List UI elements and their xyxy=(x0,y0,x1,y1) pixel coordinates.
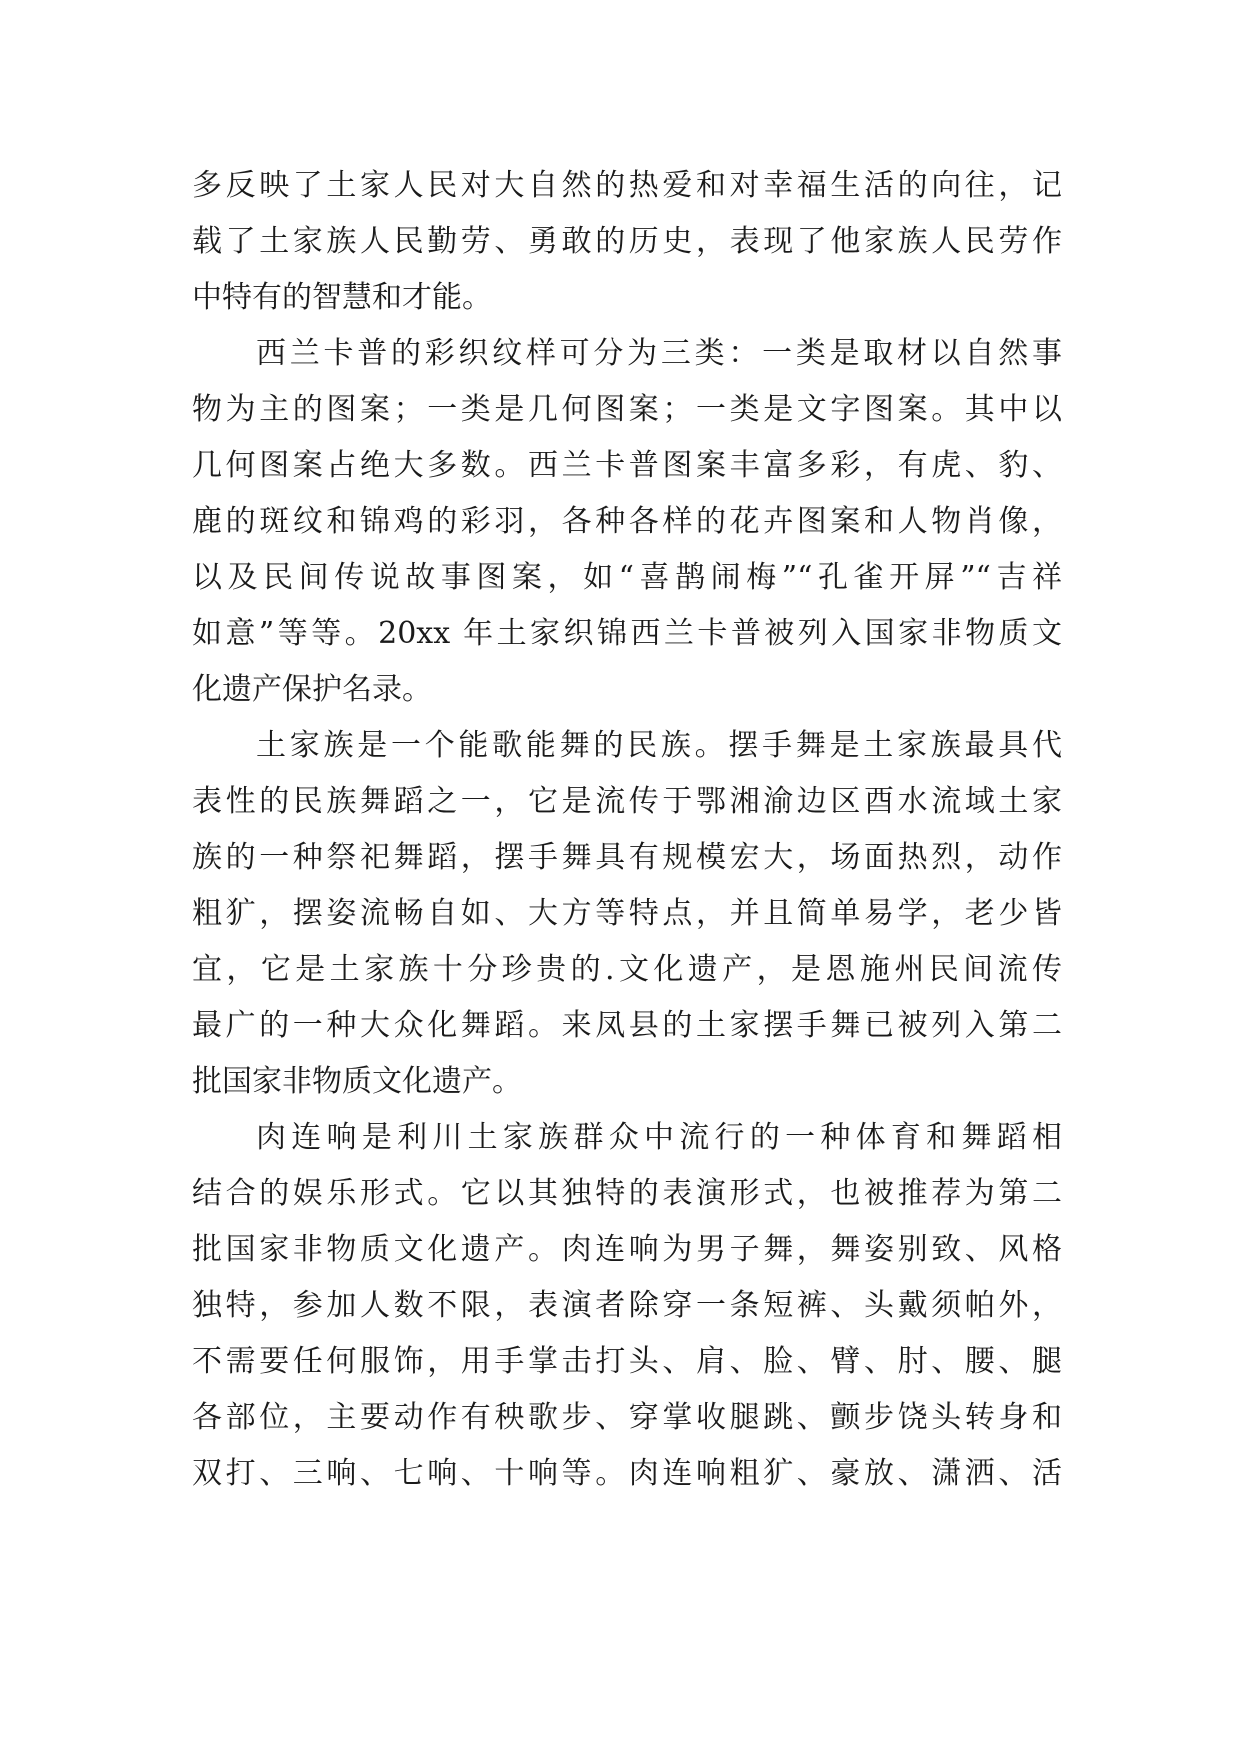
text-line: 各部位，主要动作有秧歌步、穿掌收腿跳、颤步饶头转身和 xyxy=(192,1400,1062,1435)
text-line: 以及民间传说故事图案，如“喜鹊闹梅”“孔雀开屏”“吉祥 xyxy=(192,560,1062,595)
text-line: 多反映了土家人民对大自然的热爱和对幸福生活的向往，记 xyxy=(192,168,1062,203)
text-line: 结合的娱乐形式。它以其独特的表演形式，也被推荐为第二 xyxy=(192,1176,1062,1211)
paragraph-1 xyxy=(192,158,1062,326)
paragraph-2 xyxy=(192,326,1062,718)
text-line: 土家族是一个能歌能舞的民族。摆手舞是土家族最具代 xyxy=(256,728,1062,763)
text-line: 肉连响是利川土家族群众中流行的一种体育和舞蹈相 xyxy=(256,1120,1062,1155)
text-line: 鹿的斑纹和锦鸡的彩羽，各种各样的花卉图案和人物肖像， xyxy=(192,504,1062,539)
text-line: 族的一种祭祀舞蹈，摆手舞具有规模宏大，场面热烈，动作 xyxy=(192,840,1062,875)
text-line: 载了土家族人民勤劳、勇敢的历史，表现了他家族人民劳作 xyxy=(192,224,1062,259)
text-line: 中特有的智慧和才能。 xyxy=(192,280,492,315)
text-line: 表性的民族舞蹈之一，它是流传于鄂湘渝边区酉水流域土家 xyxy=(192,784,1062,819)
text-line: 化遗产保护名录。 xyxy=(192,672,432,707)
text-line: 批国家非物质文化遗产。 xyxy=(192,1064,522,1099)
paragraph-4 xyxy=(192,1110,1062,1502)
text-line: 粗犷，摆姿流畅自如、大方等特点，并且简单易学，老少皆 xyxy=(192,896,1062,931)
text-line: 独特，参加人数不限，表演者除穿一条短裤、头戴须帕外， xyxy=(192,1288,1062,1323)
text-line: 几何图案占绝大多数。西兰卡普图案丰富多彩，有虎、豹、 xyxy=(192,448,1062,483)
text-line: 批国家非物质文化遗产。肉连响为男子舞，舞姿别致、风格 xyxy=(192,1232,1062,1267)
text-line: 宜，它是土家族十分珍贵的.文化遗产，是恩施州民间流传 xyxy=(192,952,1062,987)
text-line: 最广的一种大众化舞蹈。来凤县的土家摆手舞已被列入第二 xyxy=(192,1008,1062,1043)
text-line: 不需要任何服饰，用手掌击打头、肩、脸、臂、肘、腰、腿 xyxy=(192,1344,1062,1379)
text-line: 物为主的图案；一类是几何图案；一类是文字图案。其中以 xyxy=(192,392,1062,427)
text-line: 西兰卡普的彩织纹样可分为三类：一类是取材以自然事 xyxy=(256,336,1062,371)
text-line: 双打、三响、七响、十响等。肉连响粗犷、豪放、潇洒、活 xyxy=(192,1456,1062,1491)
document-body xyxy=(192,158,1062,1502)
paragraph-3 xyxy=(192,718,1062,1110)
text-line: 如意”等等。20xx 年土家织锦西兰卡普被列入国家非物质文 xyxy=(192,616,1062,651)
